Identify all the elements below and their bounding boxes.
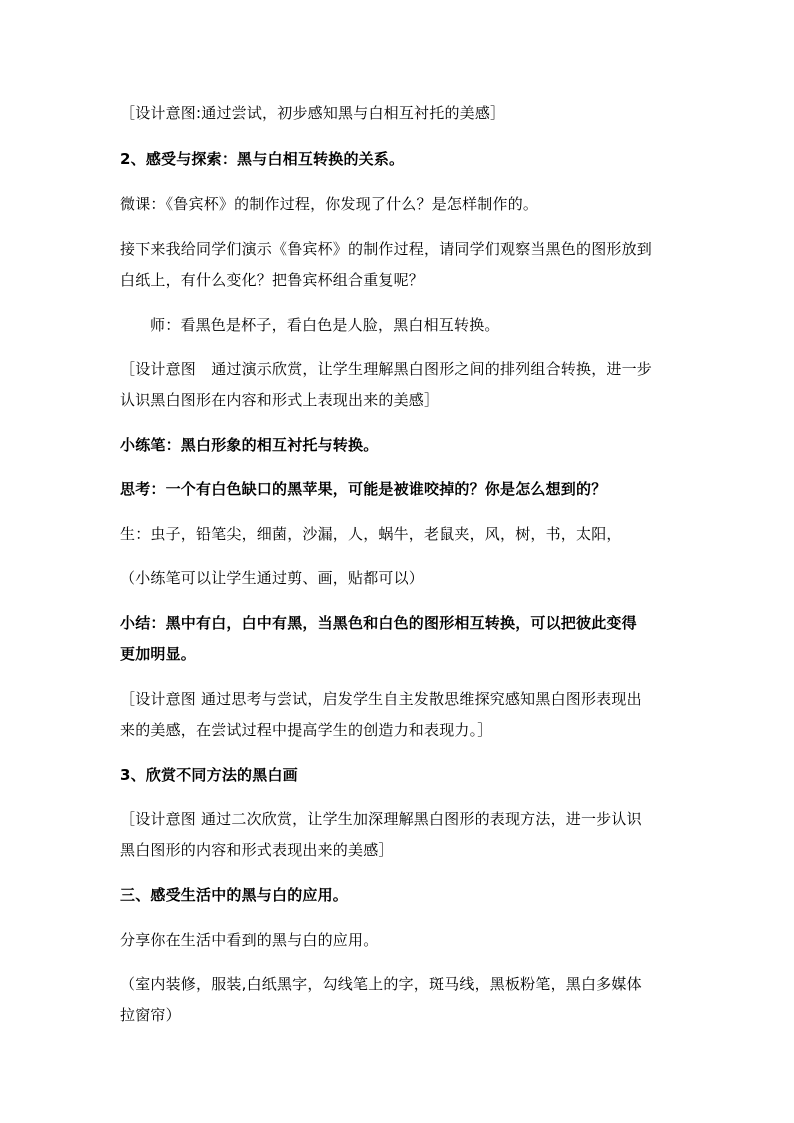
examples-line-2: 拉窗帘） xyxy=(120,1006,181,1024)
summary-line-1: 小结：黑中有白，白中有黑，当黑色和白色的图形相互转换，可以把彼此变得 xyxy=(120,614,637,632)
summary-line-2: 更加明显。 xyxy=(120,645,197,663)
demo-paragraph-line-1: 接下来我给同学们演示《鲁宾杯》的制作过程，请同学们观察当黑色的图形放到 xyxy=(120,240,653,258)
design-intent-3-line-1: ［设计意图 通过思考与尝试，启发学生自主发散思维探究感知黑白图形表现出 xyxy=(120,690,642,708)
practice-note: （小练笔可以让学生通过剪、画，贴都可以） xyxy=(120,569,425,587)
micro-lesson-paragraph: 微课：《鲁宾杯》的制作过程，你发现了什么？是怎样制作的。 xyxy=(120,195,539,213)
teacher-remark: 师：看黑色是杯子，看白色是人脸，黑白相互转换。 xyxy=(150,316,500,334)
design-intent-4-line-2: 黑白图形的内容和形式表现出来的美感］ xyxy=(120,841,394,859)
section-heading-three: 三、感受生活中的黑与白的应用。 xyxy=(120,886,349,904)
section-heading-3: 3、欣赏不同方法的黑白画 xyxy=(120,766,298,784)
practice-heading: 小练笔：黑白形象的相互衬托与转换。 xyxy=(120,436,379,454)
thinking-question: 思考：一个有白色缺口的黑苹果，可能是被谁咬掉的？你是怎么想到的？ xyxy=(120,480,607,498)
design-intent-2-line-1: ［设计意图 通过演示欣赏，让学生理解黑白图形之间的排列组合转换，进一步 xyxy=(120,360,653,378)
design-intent-2-line-2: 认识黑白图形在内容和形式上表现出来的美感］ xyxy=(120,391,440,409)
design-intent-4-line-1: ［设计意图 通过二次欣赏，让学生加深理解黑白图形的表现方法，进一步认识 xyxy=(120,810,642,828)
section-heading-2: 2、感受与探索：黑与白相互转换的关系。 xyxy=(120,150,405,168)
design-intent-1: ［设计意图:通过尝试，初步感知黑与白相互衬托的美感］ xyxy=(120,104,506,122)
examples-line-1: （室内装修，服装,白纸黑字，勾线笔上的字，斑马线，黑板粉笔，黑白多媒体 xyxy=(120,975,642,993)
share-prompt: 分享你在生活中看到的黑与白的应用。 xyxy=(120,931,379,949)
design-intent-3-line-2: 来的美感，在尝试过程中提高学生的创造力和表现力。］ xyxy=(120,721,493,739)
student-answers: 生：虫子，铅笔尖，细菌，沙漏，人，蜗牛，老鼠夹，风，树，书，太阳， xyxy=(120,525,622,543)
demo-paragraph-line-2: 白纸上，有什么变化？把鲁宾杯组合重复呢？ xyxy=(120,271,425,289)
